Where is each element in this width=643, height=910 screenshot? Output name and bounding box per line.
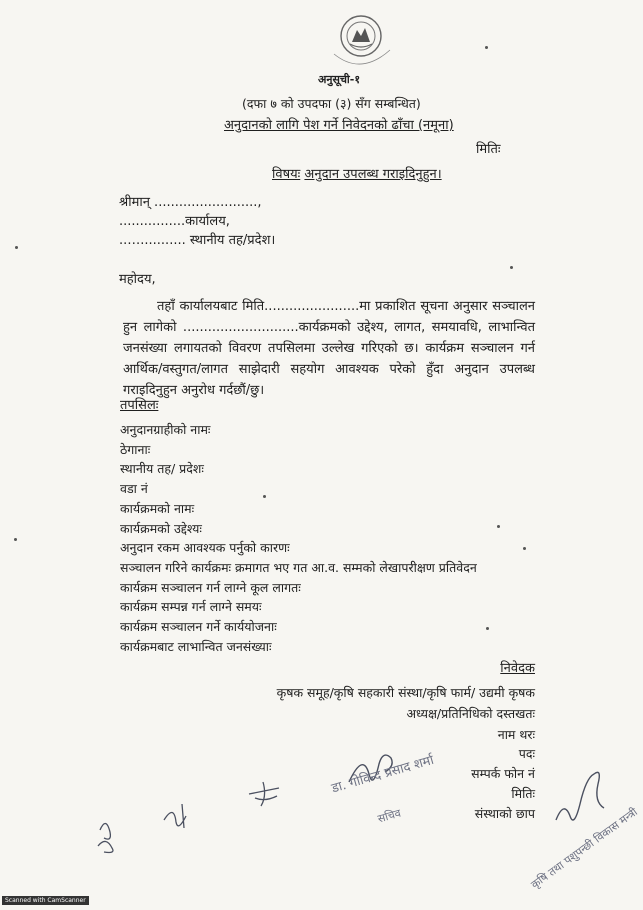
details-heading: तपसिलः — [120, 398, 159, 413]
signature-label: अध्यक्ष/प्रतिनिधिको दस्तखतः — [406, 706, 535, 721]
list-item: कार्यक्रमको उद्देश्यः — [120, 520, 202, 536]
list-item: कार्यक्रमको नामः — [120, 500, 195, 516]
scan-speck — [497, 525, 500, 528]
form-title: अनुदानको लागि पेश गर्ने निवेदनको ढाँचा (नमूना) — [224, 118, 454, 133]
list-item: कार्यक्रमबाट लाभान्वित जनसंख्याः — [120, 638, 272, 654]
details-list — [120, 420, 477, 656]
scan-speck — [14, 538, 17, 541]
handwritten-initial-icon — [245, 780, 285, 810]
subject-line — [272, 167, 442, 183]
annex-label: अनुसूची-१ — [318, 73, 361, 86]
scan-speck — [486, 627, 489, 630]
secretary-stamp-title: सचिव — [376, 806, 403, 826]
handwritten-initial-icon — [92, 812, 132, 862]
salutation: महोदय, — [119, 272, 156, 287]
list-item: कार्यक्रम सञ्चालन गर्न लाग्ने कूल लागतः — [120, 579, 301, 595]
list-item: सञ्चालन गरिने कार्यक्रमः क्रमागत भए गत आ.व. सम्मको लेखापरीक्षण प्रतिवेदन — [120, 559, 477, 575]
applicant-date-label: मितिः — [511, 786, 535, 801]
scan-speck — [510, 266, 513, 269]
body-text: तहाँ कार्यालयबाट मिति.......................मा प्रकाशित सूचना अनुसार सञ्चालन हुन लागेको ............................कार्यक्रमको उद्देश्य, लागत, समयावधि, लाभान्वित जनसंख्या लगायतको विवरण तपसिलमा उल्लेख गरिएको छ। कार्यक्रम सञ्चालन गर्न आर्थिक/वस्तुगत/लागत साझेदारी सहयोग आवश्यक परेको हुँदा अनुदान उपलब्ध गराइदिनुहुन अनुरोध गर्दछौं/छु। — [123, 299, 535, 398]
scanner-watermark: Scanned with CamScanner — [2, 896, 89, 905]
subject-prefix: विषयः — [272, 167, 301, 182]
body-paragraph — [123, 296, 535, 401]
ministry-stamp: कृषि तथा पशुपन्छी विकास मन्त्री — [528, 805, 640, 892]
name-label: नाम थरः — [497, 727, 535, 742]
scan-speck — [523, 547, 526, 550]
handwritten-initial-icon — [160, 798, 200, 838]
list-item: अनुदान रकम आवश्यक पर्नुको कारणः — [120, 540, 290, 556]
list-item: कार्यक्रम सम्पन्न गर्न लाग्ने समयः — [120, 599, 262, 615]
list-item: ठेगानाः — [120, 441, 151, 457]
seal-label: संस्थाको छाप — [474, 806, 535, 821]
scan-speck — [485, 46, 488, 49]
secretary-stamp: डा. गोविन्द प्रसाद शर्मा — [330, 752, 436, 797]
phone-label: सम्पर्क फोन नं — [471, 766, 535, 781]
government-emblem-icon — [326, 6, 396, 76]
address-line-3: ..…........... स्थानीय तह/प्रदेश। — [119, 233, 276, 248]
date-label: मितिः — [476, 142, 501, 157]
list-item: स्थानीय तह/ प्रदेशः — [120, 461, 204, 477]
address-line-2: ................कार्यालय, — [119, 214, 230, 229]
applicant-type: कृषक समूह/कृषि सहकारी संस्था/कृषि फार्म/ उद्यमी कृषक — [276, 685, 535, 700]
list-item: वडा नं — [120, 481, 148, 497]
scan-speck — [263, 495, 266, 498]
post-label: पदः — [518, 746, 535, 761]
subject-text: अनुदान उपलब्ध गराइदिनुहुन। — [304, 167, 442, 182]
scan-speck — [15, 246, 18, 249]
applicant-title: निवेदक — [500, 661, 535, 676]
reference-line: (दफा ७ को उपदफा (३) सँग सम्बन्धित) — [242, 96, 421, 111]
list-item: अनुदानग्राहीको नामः — [120, 422, 211, 437]
address-line-1: श्रीमान् ........................., — [119, 195, 262, 210]
list-item: कार्यक्रम सञ्चालन गर्ने कार्ययोजनाः — [120, 619, 277, 635]
